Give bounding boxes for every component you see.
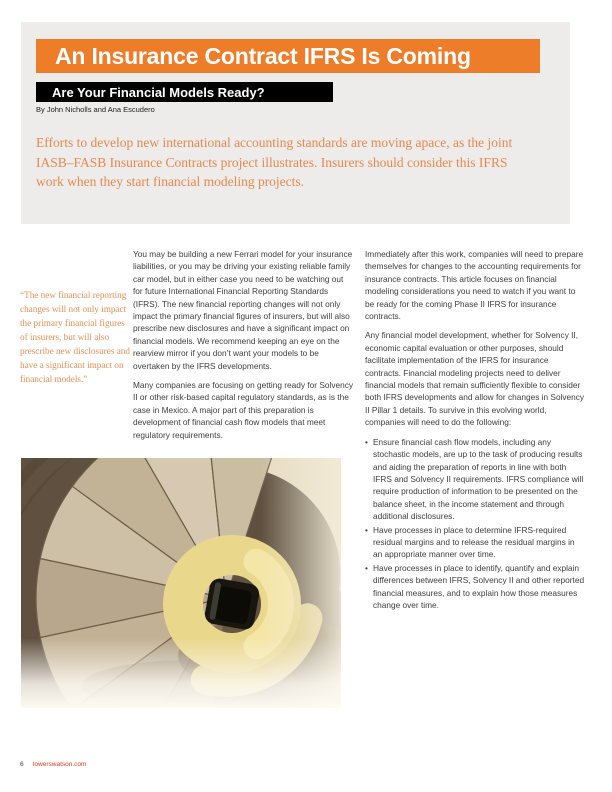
byline: By John Nicholls and Ana Escudero (36, 105, 155, 114)
lead-paragraph: Efforts to develop new international accounting standards are moving apace, as the joint IASB–FASB Insurance Contracts project illustrates. Insurers should consider this IFRS work when they start financial modeling projects. (36, 135, 513, 189)
subtitle-bar (36, 82, 333, 102)
bullet-item (365, 436, 585, 523)
page-footer (20, 761, 86, 768)
bullet-text: Ensure financial cash flow models, including any stochastic models, are up to the task of producing results and aiding the preparation of reports in line with both IFRS and Solvency II requirements. IFRS compliance will require production of information to be presented on the balance sheet, in the income statement and through additional disclosures. (373, 436, 584, 522)
body-column-left (133, 248, 353, 448)
body-column-right (365, 248, 585, 612)
bullet-item (365, 562, 585, 612)
bullet-list (365, 436, 585, 612)
body-paragraph: Many companies are focusing on getting ready for Solvency II or other risk-based capital regulatory standards, as is the case in Mexico. A major part of this preparation is development of financial cash flow models that meet regulatory requirements. (133, 380, 353, 440)
bullet-text: Have processes in place to identify, quantify and explain differences between IFRS, Solvency II and other reported financial measures, and to explain how those measures change over time. (373, 562, 585, 610)
website-link[interactable]: towerswatson.com (32, 761, 87, 768)
page-subtitle: Are Your Financial Models Ready? (52, 84, 265, 100)
page-number: 6 (20, 761, 24, 768)
body-paragraph: Any financial model development, whether for Solvency II, economic capital evaluation or other purposes, should facilitate implementation of the IFRS for insurance contracts. Financial modeling projects need to deliver financial models that remain sufficiently flexible to consider both IFRS developments and allow for changes in Solvency II Pillar 1 details. To survive in this evolving world, companies will need to do the following: (365, 330, 585, 428)
bullet-text: Have processes in place to determine IFRS-required residual margins and to release the residual margins in an appropriate manner over time. (373, 524, 575, 560)
pull-quote: “The new financial reporting changes will not only impact the primary financial figures of insurers, but will also prescribe new disclosures and have a significant impact on financial models.” (20, 290, 130, 384)
page-title: An Insurance Contract IFRS Is Coming (55, 42, 471, 69)
bullet-marker-icon: • (365, 562, 368, 573)
bullet-marker-icon: • (365, 436, 368, 447)
bullet-item (365, 524, 585, 561)
body-paragraph: You may be building a new Ferrari model for your insurance liabilities, or you may be driving your existing reliable family car model, but in either case you need to be watching out for future International Financial Reporting Standards (IFRS). The new financial reporting changes will not only impact the primary financial figures of insurers, but will also prescribe new disclosures and have a significant impact on financial models. We recommend keeping an eye on the rearview mirror if you don’t want your models to be overtaken by the IFRS developments. (133, 249, 353, 371)
bullet-marker-icon: • (365, 524, 368, 535)
title-bar (36, 39, 540, 73)
body-paragraph: Immediately after this work, companies will need to prepare themselves for changes to the accounting requirements for insurance contracts. This article focuses on financial modeling considerations you need to watch if you want to be ready for the coming Phase II IFRS for insurance contracts. (365, 249, 584, 322)
spiral-staircase-photo (21, 458, 341, 708)
